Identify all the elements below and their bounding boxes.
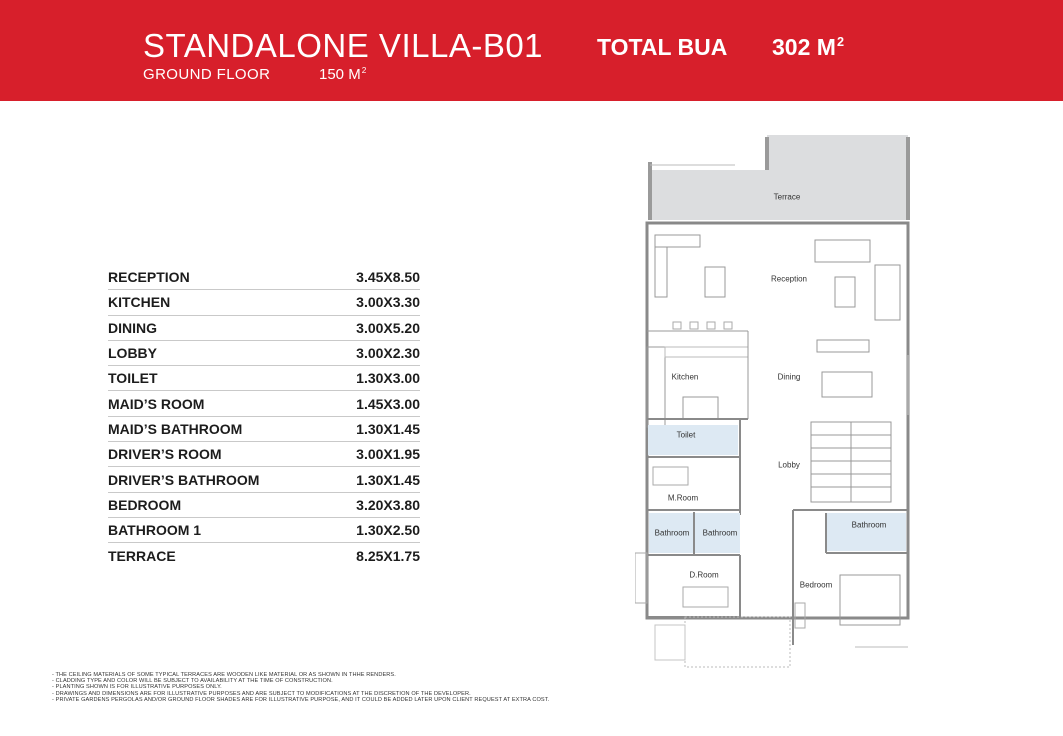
room-size: 1.30X1.45 [356,471,420,488]
droom-label: D.Room [689,570,719,580]
room-row [108,366,420,391]
room-size: 1.30X2.50 [356,522,420,539]
room-name: KITCHEN [108,294,171,311]
room-row [108,290,420,315]
note-line: - PLANTING SHOWN IS FOR ILLUSTRATIVE PURPOSES ONLY. [52,684,222,691]
toilet-area [648,425,738,455]
room-name: BEDROOM [108,496,182,513]
floor-plan-drawing [635,135,925,670]
room-name: BATHROOM 1 [108,522,202,539]
total-bua-label: TOTAL BUA [597,34,728,60]
room-name: DRIVER’S ROOM [108,446,222,463]
room-row [108,391,420,416]
page-title: STANDALONE VILLA-B01 [143,27,544,64]
room-size: 3.20X3.80 [356,496,420,513]
floor-area [319,66,366,83]
disclaimer-notes [52,672,692,703]
note-line: - PRIVATE GARDENS PERGOLAS AND/OR GROUND FLOOR SHADES ARE FOR ILLUSTRATIVE PURPOSE, AND IT COULD BE ADDED LATER UPON CLIENT REQUEST AT EXTRA COST. [52,696,550,703]
floor-plan [635,135,925,670]
room-row [108,442,420,467]
total-bua-value: 302 M [772,34,836,60]
room-row [108,543,420,568]
room-name: DRIVER’S BATHROOM [108,471,260,488]
bathroom-right-label: Bathroom [851,520,887,530]
bedroom-label: Bedroom [799,580,833,590]
room-size: 1.30X3.00 [356,370,420,387]
floor-area-unit-sup: 2 [361,66,367,76]
room-name: TOILET [108,370,158,387]
room-size: 1.30X1.45 [356,420,420,437]
bathroom-right-area [826,513,906,551]
room-dimensions-table [108,265,420,569]
room-size: 3.00X2.30 [356,345,420,362]
room-row [108,316,420,341]
bathroom-left-label: Bathroom [654,528,690,538]
mroom-label: M.Room [667,493,699,503]
room-name: TERRACE [108,547,176,564]
reception-label: Reception [770,274,808,284]
note-line: - THE CEILING MATERIALS OF SOME TYPICAL TERRACES ARE WOODEN LIKE MATERIAL OR AS SHOWN IN THHE RENDERS. [52,672,396,678]
floor-label: GROUND FLOOR [143,66,271,83]
room-row [108,417,420,442]
room-size: 1.45X3.00 [356,395,420,412]
room-name: RECEPTION [108,269,190,286]
room-row [108,493,420,518]
room-name: LOBBY [108,345,157,362]
room-row [108,265,420,290]
room-size: 3.00X5.20 [356,319,420,336]
total-bua-unit-sup: 2 [836,35,844,50]
lobby-label: Lobby [778,460,800,470]
total-bua [772,34,844,61]
kitchen-label: Kitchen [671,372,699,382]
room-name: MAID’S ROOM [108,395,205,412]
room-row [108,341,420,366]
room-name: MAID’S BATHROOM [108,420,243,437]
floor-area-value: 150 M [319,66,361,83]
room-size: 3.00X1.95 [356,446,420,463]
header-banner [0,0,1063,101]
dining-label: Dining [777,372,801,382]
room-name: DINING [108,319,157,336]
room-size: 3.45X8.50 [356,269,420,286]
room-row [108,518,420,543]
room-row [108,467,420,492]
terrace-label: Terrace [773,192,801,202]
room-size: 8.25X1.75 [356,547,420,564]
bathroom-mid-label: Bathroom [702,528,738,538]
note-line: - DRAWINGS AND DIMENSIONS ARE FOR ILLUSTRATIVE PURPOSES AND ARE SUBJECT TO MODIFICATIONS AT THE DISCRETION OF THE DEVELOPER. [52,690,471,697]
note-line: - CLADDING TYPE AND COLOR WILL BE SUBJECT TO AVAILABILITY AT THE TIME OF CONSTRUCTION. [52,678,333,685]
room-size: 3.00X3.30 [356,294,420,311]
toilet-label: Toilet [676,430,696,440]
